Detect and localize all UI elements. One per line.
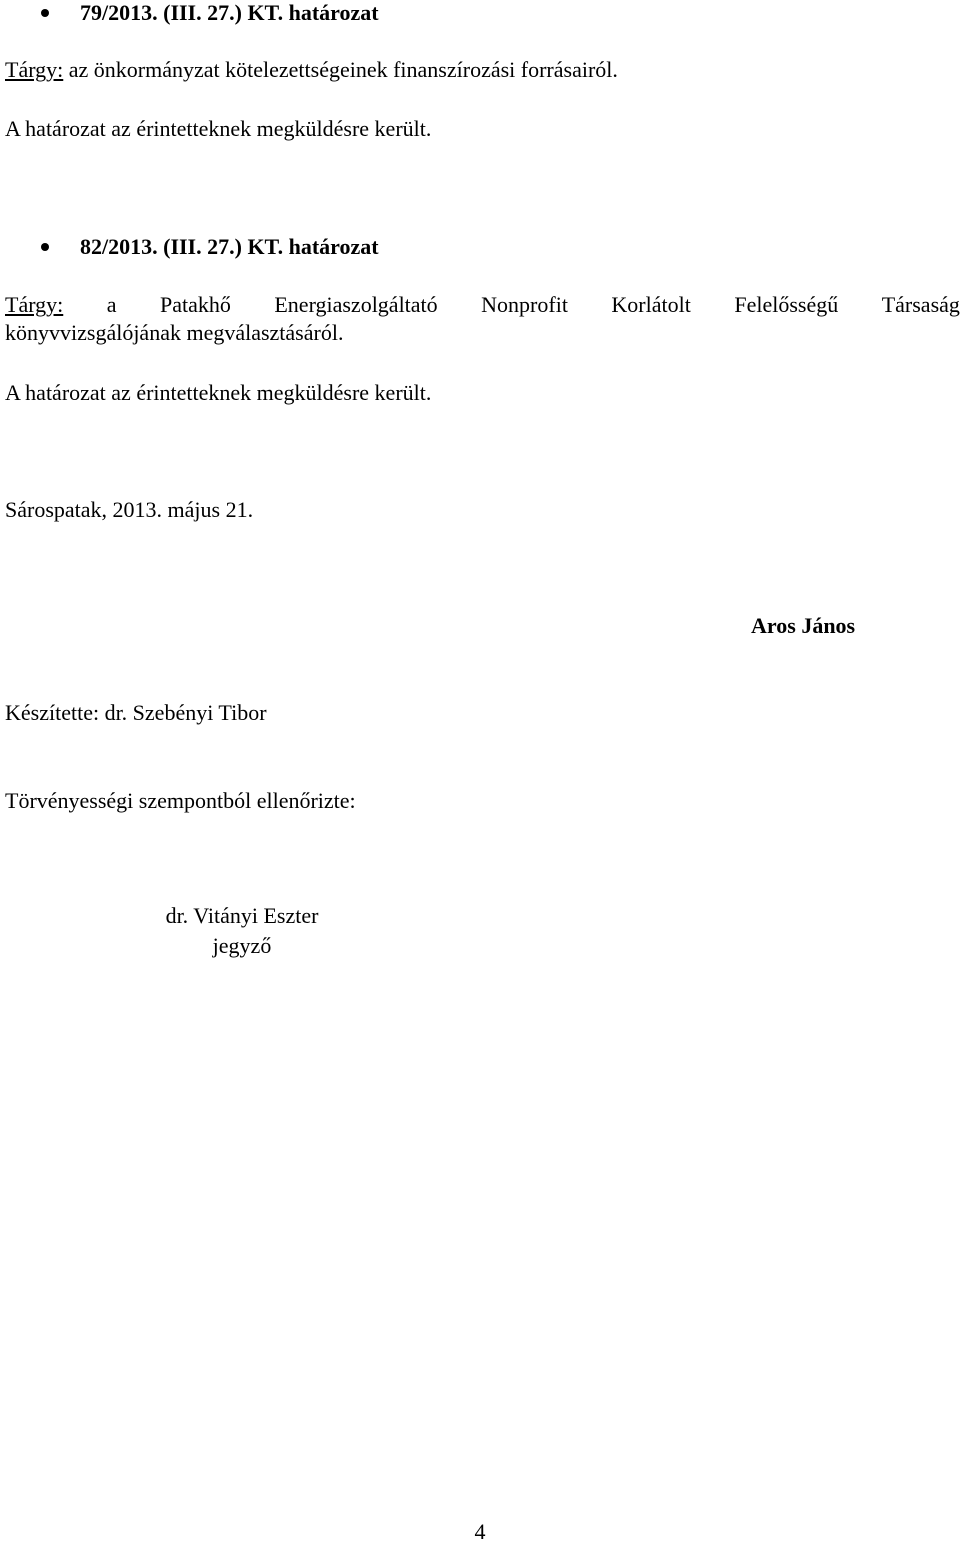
prepared-by: Készítette: dr. Szebényi Tibor [5,700,267,725]
subject-word: Nonprofit [481,292,568,317]
bullet-icon [41,9,49,17]
delivery-note-2: A határozat az érintetteknek megküldésre került. [5,380,432,405]
subject-line-1 [5,57,618,83]
signatory-name: Aros János [751,613,856,638]
subject-line-2-continued: könyvvizsgálójának megválasztásáról. [5,320,344,345]
subject-label: Tárgy: [5,57,64,82]
place-date: Sárospatak, 2013. május 21. [5,497,254,522]
notary-title: jegyző [212,933,272,958]
notary-block [136,901,348,961]
resolution-heading-1: 79/2013. (III. 27.) KT. határozat [80,0,379,25]
subject-line-2 [5,292,960,318]
subject-word: Korlátolt [611,292,691,317]
subject-text: az önkormányzat kötelezettségeinek finanszírozási forrásairól. [63,57,618,82]
bullet-icon [41,243,49,251]
subject-word: Felelősségű [734,292,839,317]
notary-name: dr. Vitányi Eszter [165,903,319,928]
subject-word: Társaság [881,292,960,317]
legality-check: Törvényességi szempontból ellenőrizte: [5,788,356,813]
subject-word: Energiaszolgáltató [274,292,438,317]
delivery-note-1: A határozat az érintetteknek megküldésre került. [5,116,432,141]
resolution-heading-2: 82/2013. (III. 27.) KT. határozat [80,234,379,259]
subject-word: a [106,292,117,317]
subject-label: Tárgy: [5,292,64,317]
page-number: 4 [474,1519,486,1544]
subject-word: Patakhő [159,292,231,317]
